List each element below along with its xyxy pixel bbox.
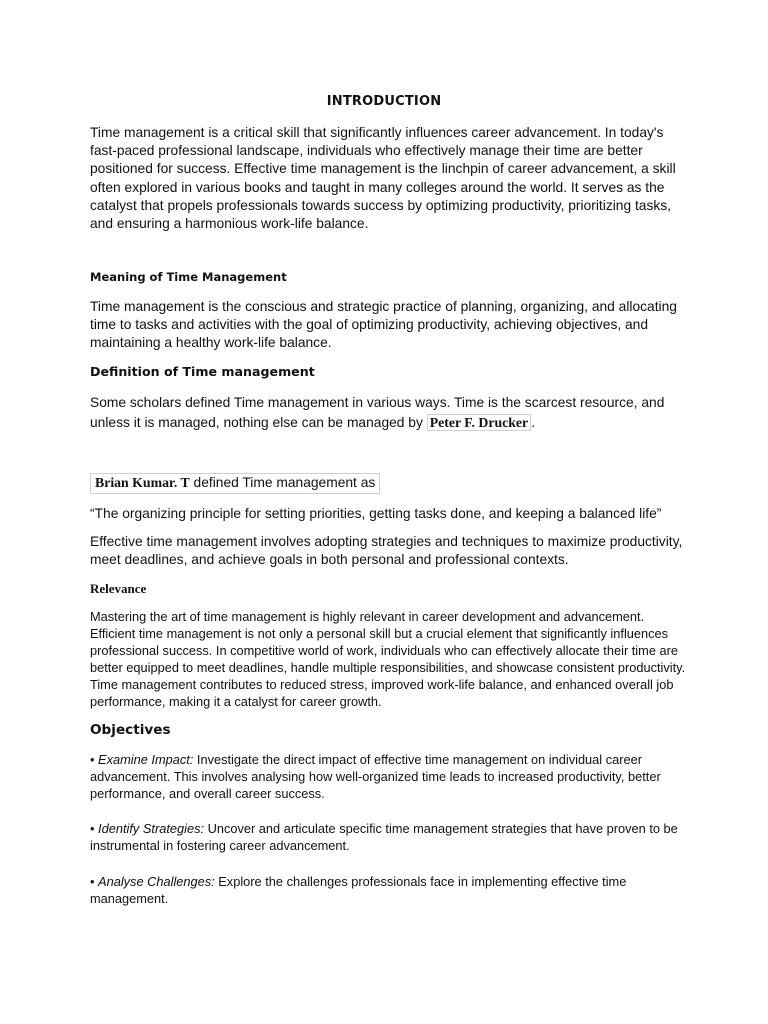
objective-label: Analyse Challenges:: [98, 874, 215, 889]
brian-definition-line: [90, 473, 686, 494]
brian-name: Brian Kumar. T: [95, 475, 190, 490]
relevance-paragraph: Mastering the art of time management is highly relevant in career development and advancement. Efficient time management is not only a personal skill but a crucial element that significantly influences professional success. In competitive world of work, individuals who can effectively allocate their time are better equipped to meet deadlines, handle multiple responsibilities, and showcase consistent productivity. Time management contributes to reduced stress, improved work-life balance, and enhanced overall job performance, making it a catalyst for career growth.: [90, 609, 686, 709]
objective-item: [90, 820, 686, 854]
brian-box: [90, 473, 380, 494]
bullet: •: [90, 821, 99, 836]
relevance-heading: Relevance: [90, 581, 147, 596]
objective-item: [90, 751, 686, 802]
objectives-heading: Objectives: [90, 722, 171, 738]
drucker-name: Peter F. Drucker: [427, 414, 531, 431]
objective-text: Investigate the direct impact of effective time management on individual career advancement. This involves analysing how well-organized time leads to increased productivity, better performance, and overall career success.: [90, 752, 661, 801]
objective-label: Examine Impact:: [98, 752, 194, 767]
definition-text: Some scholars defined Time management in various ways. Time is the scarcest resource, and unless it is managed, nothing else can be managed by: [90, 395, 665, 430]
definition-period: .: [531, 415, 536, 430]
definition-quote: “The organizing principle for setting priorities, getting tasks done, and keeping a balanced life”: [90, 506, 662, 521]
intro-paragraph: Time management is a critical skill that significantly influences career advancement. In today's fast-paced professional landscape, individuals who effectively manage their time are better positioned for success. Effective time management is the linchpin of career advancement, a skill often explored in various books and taught in many colleges around the world. It serves as the catalyst that propels professionals towards success by optimizing productivity, prioritizing tasks, and ensuring a harmonious work-life balance.: [90, 125, 676, 232]
bullet: •: [90, 874, 99, 889]
brian-text: defined Time management as: [189, 475, 376, 490]
objective-text: Uncover and articulate specific time management strategies that have proven to be instrumental in fostering career advancement.: [90, 821, 678, 853]
effective-paragraph: Effective time management involves adopting strategies and techniques to maximize productivity, meet deadlines, and achieve goals in both personal and professional contexts.: [90, 534, 683, 568]
page-title: INTRODUCTION: [326, 94, 442, 109]
objective-text: Explore the challenges professionals face in implementing effective time management.: [90, 874, 627, 906]
meaning-heading: Meaning of Time Management: [90, 270, 287, 284]
objective-item: [90, 873, 686, 907]
meaning-paragraph: Time management is the conscious and strategic practice of planning, organizing, and allocating time to tasks and activities with the goal of optimizing productivity, achieving objectives, and maintaining a healthy work-life balance.: [90, 299, 677, 351]
definition-paragraph: [90, 393, 686, 433]
bullet: •: [90, 752, 99, 767]
definition-heading: Definition of Time management: [90, 364, 315, 379]
objective-label: Identify Strategies:: [98, 821, 205, 836]
